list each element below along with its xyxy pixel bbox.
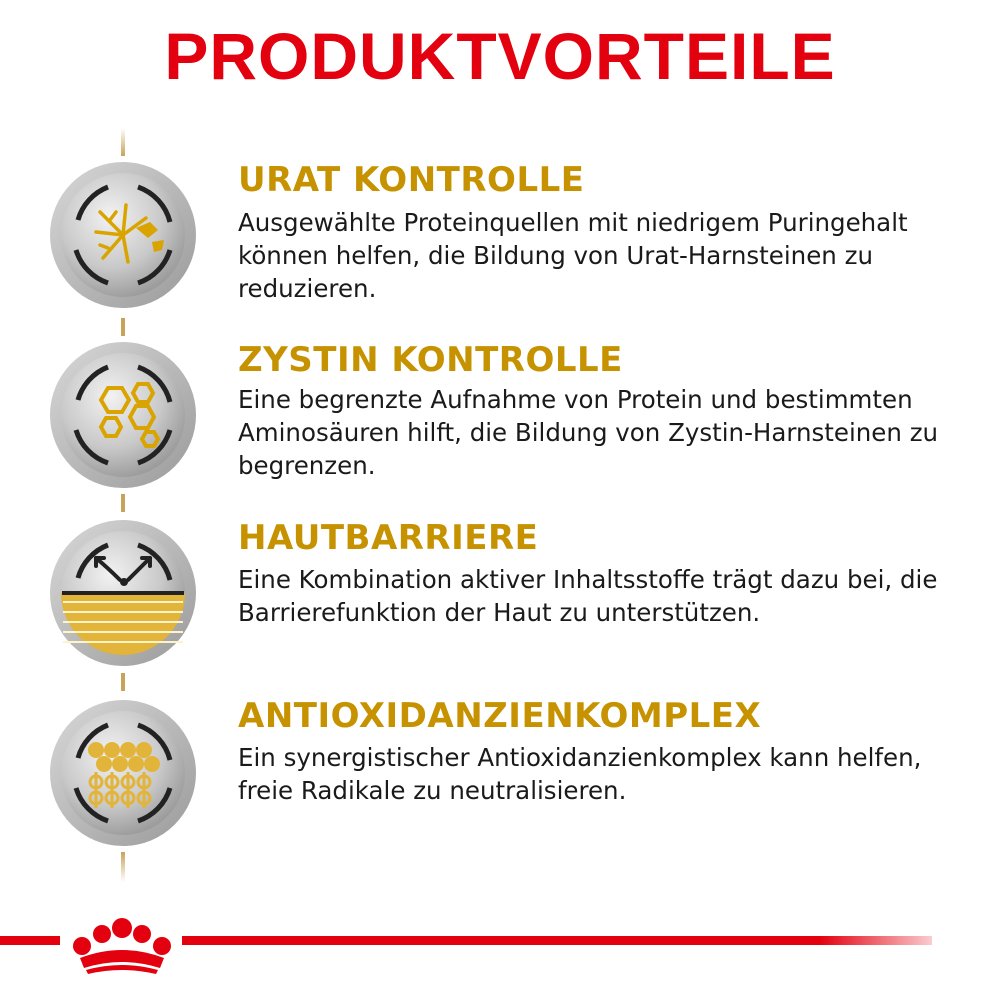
- antioxidant-cells-icon: [48, 698, 198, 848]
- footer-bar: [0, 936, 60, 945]
- connector-line: [121, 673, 125, 691]
- benefit-text: Ein synergistischer Antioxidanzienkomplex kann helfen, freie Radikale zu neutralisieren.: [238, 743, 922, 805]
- urate-crystal-icon: [48, 160, 198, 310]
- footer-bar: [182, 936, 932, 945]
- skin-barrier-icon: [48, 518, 198, 668]
- royal-canin-crown-logo: [66, 908, 178, 976]
- benefit-heading: ANTIOXIDANZIENKOMPLEX: [238, 696, 762, 736]
- benefit-heading: ZYSTIN KONTROLLE: [238, 340, 623, 380]
- benefit-heading: URAT KONTROLLE: [238, 160, 585, 200]
- benefit-text: Eine begrenzte Aufnahme von Protein und bestimmten Aminosäuren hilft, die Bildung von Zystin-Harnsteinen zu begrenzen.: [238, 385, 939, 480]
- connector-line: [121, 318, 125, 336]
- connector-line: [121, 128, 125, 156]
- benefit-text: Ausgewählte Proteinquellen mit niedrigem Puringehalt können helfen, die Bildung von Urat-Harnsteinen zu reduzieren.: [238, 208, 908, 303]
- page-title: PRODUKTVORTEILE: [164, 19, 836, 93]
- connector-line: [121, 494, 125, 512]
- benefit-heading: HAUTBARRIERE: [238, 518, 539, 558]
- benefit-text: Eine Kombination aktiver Inhaltsstoffe trägt dazu bei, die Barrierefunktion der Haut zu unterstützen.: [238, 565, 938, 627]
- connector-line: [121, 852, 125, 882]
- hexagon-cystine-icon: [48, 340, 198, 490]
